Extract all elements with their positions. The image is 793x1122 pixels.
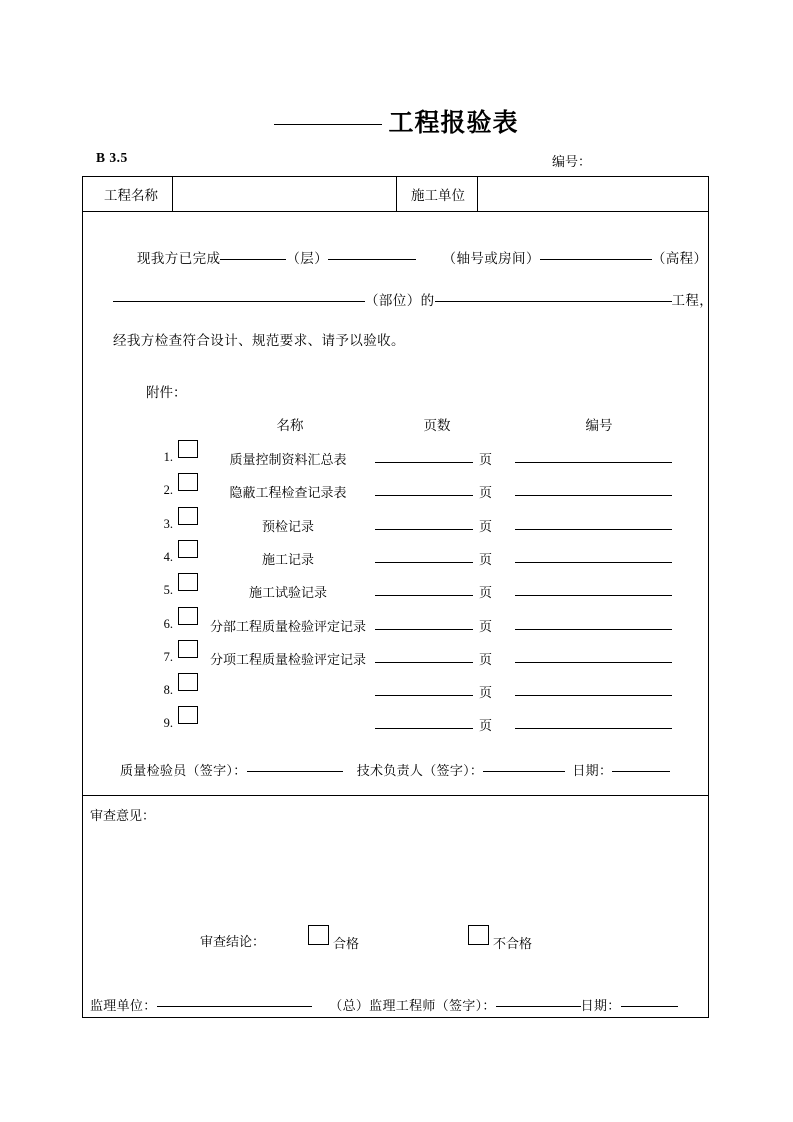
- attachment-index: 3.: [163, 516, 173, 531]
- attachment-name: 分项工程质量检验评定记录: [209, 651, 366, 667]
- attachment-page-unit: 页: [479, 518, 493, 534]
- attachment-index: 2.: [163, 483, 173, 498]
- inspector-label: 质量检验员（签字）：: [120, 763, 247, 778]
- attachment-name: 分部工程质量检验评定记录: [209, 618, 366, 634]
- layer-label: （层）: [286, 251, 329, 266]
- attachment-row: [0, 507, 793, 540]
- attachment-pages-input[interactable]: [375, 562, 473, 563]
- column-header-pages: 页数: [423, 418, 451, 433]
- attachment-row: [0, 673, 793, 706]
- attachment-checkbox[interactable]: [178, 640, 198, 658]
- header-divider-3: [477, 176, 478, 211]
- project-name-label: 工程名称: [104, 188, 158, 203]
- attachment-page-unit: 页: [479, 551, 493, 567]
- tech-lead-signature-input[interactable]: [483, 770, 565, 772]
- attachment-code-input[interactable]: [515, 629, 672, 630]
- attachment-checkbox[interactable]: [178, 507, 198, 525]
- attachment-row: [0, 607, 793, 640]
- attachment-pages-input[interactable]: [375, 629, 473, 630]
- attachment-row: [0, 473, 793, 506]
- header-divider-2: [396, 176, 397, 211]
- attachment-page-unit: 页: [479, 718, 493, 734]
- signature-line: [120, 760, 670, 779]
- checkbox-pass-label: 合格: [333, 936, 360, 951]
- attachment-pages-input[interactable]: [375, 695, 473, 696]
- attachment-name: 质量控制资料汇总表: [229, 452, 347, 467]
- inspector-signature-input[interactable]: [247, 770, 343, 772]
- attachment-row: [0, 540, 793, 573]
- attachment-name: 施工试验记录: [248, 585, 327, 601]
- checkbox-fail-label: 不合格: [493, 936, 533, 951]
- checkbox-pass[interactable]: [308, 925, 329, 945]
- attachment-code-input[interactable]: [515, 595, 672, 596]
- review-opinion-label: 审查意见：: [90, 808, 156, 823]
- attachment-name: 隐蔽工程检查记录表: [229, 485, 347, 501]
- form-code: B 3.5: [96, 150, 128, 165]
- declaration-line-3: 经我方检查符合设计、规范要求、请予以验收。: [113, 333, 405, 348]
- axis-input[interactable]: [328, 258, 416, 260]
- attachment-pages-input[interactable]: [375, 462, 473, 463]
- attachment-index: 7.: [163, 649, 173, 664]
- footer-line: [90, 995, 678, 1014]
- attachment-row: [0, 640, 793, 673]
- attachment-pages-input[interactable]: [375, 495, 473, 496]
- attachment-code-input[interactable]: [515, 462, 672, 463]
- attachment-code-input[interactable]: [515, 529, 672, 530]
- attachment-index: 6.: [163, 616, 173, 631]
- footer-date-input[interactable]: [621, 1005, 678, 1007]
- signature-date-label: 日期：: [572, 763, 613, 778]
- column-header-name: 名称: [276, 418, 304, 433]
- title-blank-field[interactable]: [274, 123, 382, 125]
- attachment-index: 9.: [163, 716, 173, 731]
- attachment-page-unit: 页: [479, 485, 493, 501]
- axis-label: （轴号或房间）: [442, 251, 540, 266]
- title-text: 工程报验表: [388, 110, 519, 137]
- construction-unit-label: 施工单位: [411, 188, 465, 203]
- attachment-row: [0, 440, 793, 473]
- attachment-code-input[interactable]: [515, 562, 672, 563]
- attachment-checkbox[interactable]: [178, 673, 198, 691]
- declaration-line-2: [113, 289, 713, 309]
- attachment-page-unit: 页: [479, 685, 493, 701]
- review-conclusion-label: 审查结论：: [200, 934, 266, 949]
- attachment-code-input[interactable]: [515, 662, 672, 663]
- attachment-checkbox[interactable]: [178, 573, 198, 591]
- supervision-unit-input[interactable]: [157, 1005, 312, 1007]
- elevation-input[interactable]: [540, 258, 652, 260]
- attachment-checkbox[interactable]: [178, 706, 198, 724]
- page-title: [0, 103, 793, 139]
- part-label: （部位）的: [365, 293, 435, 308]
- chief-engineer-label: （总）监理工程师（签字）：: [329, 998, 496, 1013]
- chief-engineer-signature-input[interactable]: [496, 1005, 581, 1007]
- attachment-checkbox[interactable]: [178, 540, 198, 558]
- declaration-prefix: 现我方已完成: [137, 251, 221, 266]
- attachment-index: 1.: [163, 450, 173, 464]
- attachment-page-unit: 页: [479, 651, 493, 667]
- attachment-row: [0, 573, 793, 606]
- attachment-row: [0, 706, 793, 739]
- attachment-page-unit: 页: [479, 585, 493, 601]
- attachment-checkbox[interactable]: [178, 473, 198, 491]
- header-divider-1: [172, 176, 173, 211]
- serial-number-label: 编号：: [552, 154, 592, 169]
- declaration-line-1: [137, 247, 707, 267]
- column-header-code: 编号: [585, 418, 613, 433]
- attachment-index: 8.: [163, 683, 173, 698]
- attachment-pages-input[interactable]: [375, 728, 473, 729]
- header-row-rule: [82, 211, 709, 212]
- attachment-checkbox[interactable]: [178, 440, 198, 458]
- section-divider-rule: [82, 795, 709, 796]
- attachments-label: 附件：: [146, 385, 187, 400]
- elevation-label: （高程）: [651, 251, 708, 266]
- attachment-page-unit: 页: [479, 452, 493, 467]
- attachment-index: 4.: [163, 549, 173, 564]
- signature-date-input[interactable]: [612, 770, 670, 772]
- attachment-name: 预检记录: [261, 518, 314, 534]
- project-suffix: 工程，: [671, 293, 714, 308]
- attachment-pages-input[interactable]: [375, 662, 473, 663]
- checkbox-fail[interactable]: [468, 925, 489, 945]
- supervision-unit-label: 监理单位：: [90, 998, 157, 1013]
- layer-input[interactable]: [220, 258, 286, 260]
- attachment-pages-input[interactable]: [375, 529, 473, 530]
- attachment-code-input[interactable]: [515, 728, 672, 729]
- footer-date-label: 日期：: [580, 998, 621, 1013]
- attachment-code-input[interactable]: [515, 695, 672, 696]
- attachment-name: 施工记录: [261, 551, 314, 567]
- attachment-code-input[interactable]: [515, 495, 672, 496]
- part-input[interactable]: [113, 300, 365, 302]
- attachment-page-unit: 页: [479, 618, 493, 634]
- project-input[interactable]: [435, 300, 672, 302]
- tech-lead-label: 技术负责人（签字）：: [356, 763, 484, 778]
- attachment-checkbox[interactable]: [178, 607, 198, 625]
- attachment-pages-input[interactable]: [375, 595, 473, 596]
- attachment-index: 5.: [163, 583, 173, 598]
